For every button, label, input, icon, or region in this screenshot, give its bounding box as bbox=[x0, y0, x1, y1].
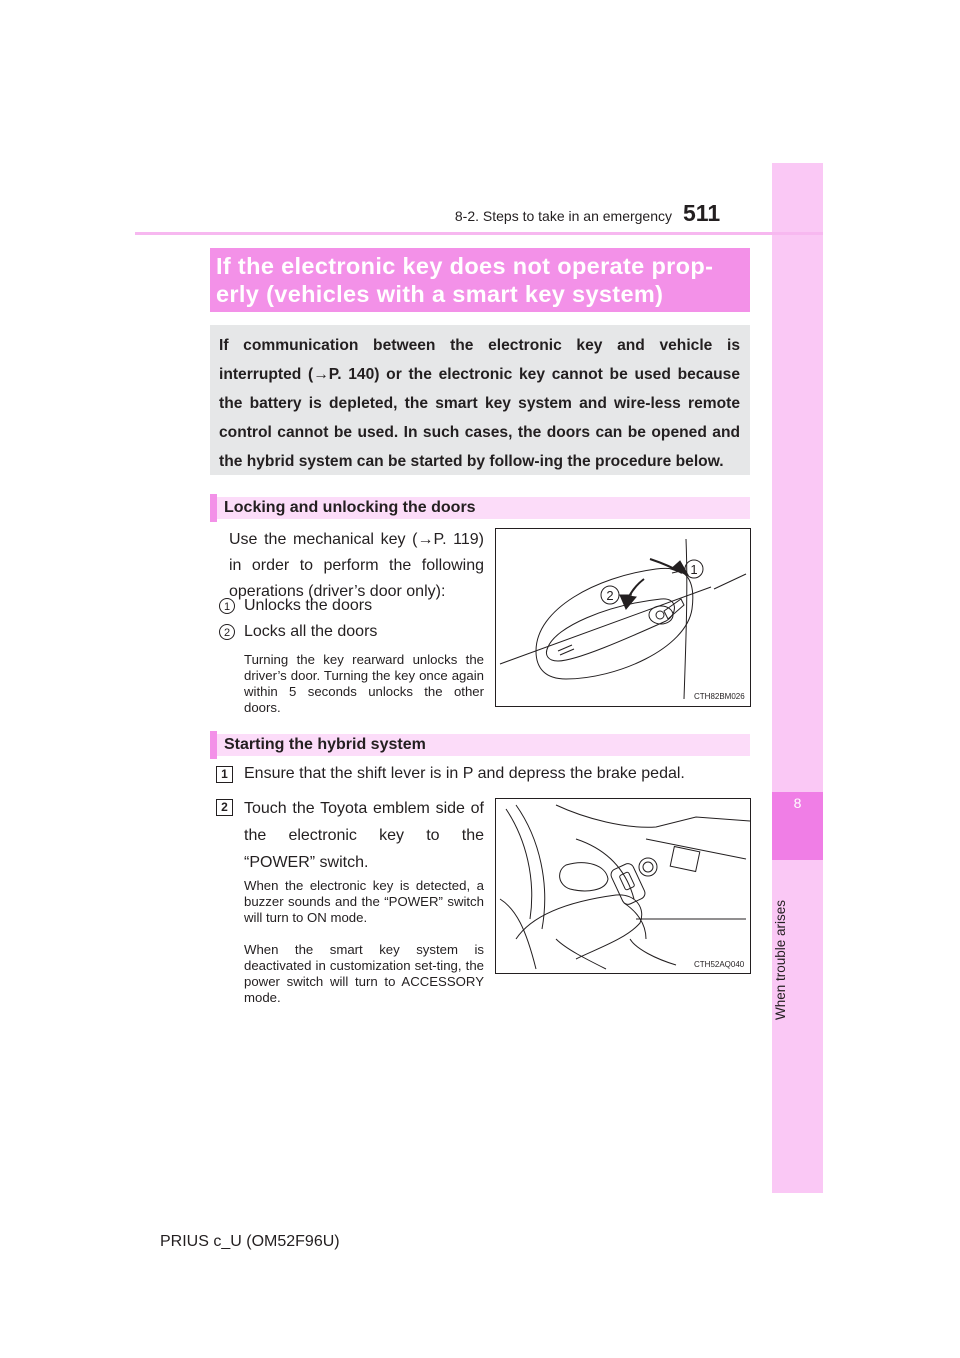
header-rule bbox=[135, 232, 823, 235]
callout-1: 1 bbox=[690, 562, 698, 577]
lock-item-1: Unlocks the doors bbox=[244, 597, 373, 614]
power-switch-illustration bbox=[496, 799, 750, 973]
start-note-1: When the electronic key is detected, a buzzer sounds and the “POWER” switch will turn to ON mode. bbox=[244, 878, 484, 925]
running-header: 8-2. Steps to take in an emergency bbox=[454, 208, 672, 224]
electronic-key bbox=[609, 862, 647, 907]
dash-panel bbox=[670, 847, 700, 872]
power-switch-figure bbox=[495, 798, 751, 974]
section-marker-lock bbox=[210, 494, 217, 522]
door-edge bbox=[684, 539, 687, 699]
handle-recess bbox=[536, 568, 693, 679]
step-marker-1: 1 bbox=[216, 766, 233, 783]
section-heading-lock: Locking and unlocking the doors bbox=[224, 499, 476, 516]
lock-lead-text: Use the mechanical key (→P. 119) in order to perform the following operations (driver’s door only): bbox=[229, 531, 484, 600]
chapter-title: When trouble arises bbox=[773, 899, 788, 1021]
section-heading-start: Starting the hybrid system bbox=[224, 736, 426, 753]
start-note-2: When the smart key system is deactivated in customization set-ting, the power switch will turn to ACCESSORY mode. bbox=[244, 942, 484, 1005]
footer-model: PRIUS c_U (OM52F96U) bbox=[160, 1233, 340, 1250]
step-marker-2: 2 bbox=[216, 799, 233, 816]
title-line-2: erly (vehicles with a smart key system) bbox=[216, 281, 664, 307]
page-title bbox=[216, 252, 756, 308]
intro-text: If communication between the electronic key and vehicle is interrupted (→P. 140) or the electronic key cannot be used because the battery is depleted, the smart key system and wire-less remote control cannot be used. In such cases, the doors can be opened and the hybrid system can be started by follow-ing the procedure below. bbox=[219, 337, 740, 470]
item-marker-2: 2 bbox=[219, 624, 235, 640]
hand-knuckle bbox=[560, 863, 608, 891]
item-marker-1: 1 bbox=[219, 598, 235, 614]
figure-code-2: CTH52AQ040 bbox=[694, 960, 745, 969]
door-handle-illustration bbox=[496, 529, 750, 706]
title-line-1: If the electronic key does not operate prop- bbox=[216, 253, 714, 279]
door-handle-figure bbox=[495, 528, 751, 707]
door-handle bbox=[546, 599, 674, 661]
dashboard-top bbox=[556, 805, 750, 827]
section-marker-start bbox=[210, 731, 217, 759]
step-1-text: Ensure that the shift lever is in P and depress the brake pedal. bbox=[244, 765, 685, 782]
chapter-number: 8 bbox=[793, 795, 802, 811]
lock-item-2: Locks all the doors bbox=[244, 623, 378, 640]
hand-outline bbox=[516, 895, 642, 959]
power-switch bbox=[639, 858, 657, 876]
figure-code-1: CTH82BM026 bbox=[694, 692, 745, 701]
callout-2: 2 bbox=[606, 588, 614, 603]
page-number: 511 bbox=[683, 200, 721, 226]
lock-note: Turning the key rearward unlocks the driver’s door. Turning the key once again within 5 seconds unlocks the other doors. bbox=[244, 652, 484, 715]
step-2-text: Touch the Toyota emblem side of the electronic key to the “POWER” switch. bbox=[244, 800, 484, 871]
